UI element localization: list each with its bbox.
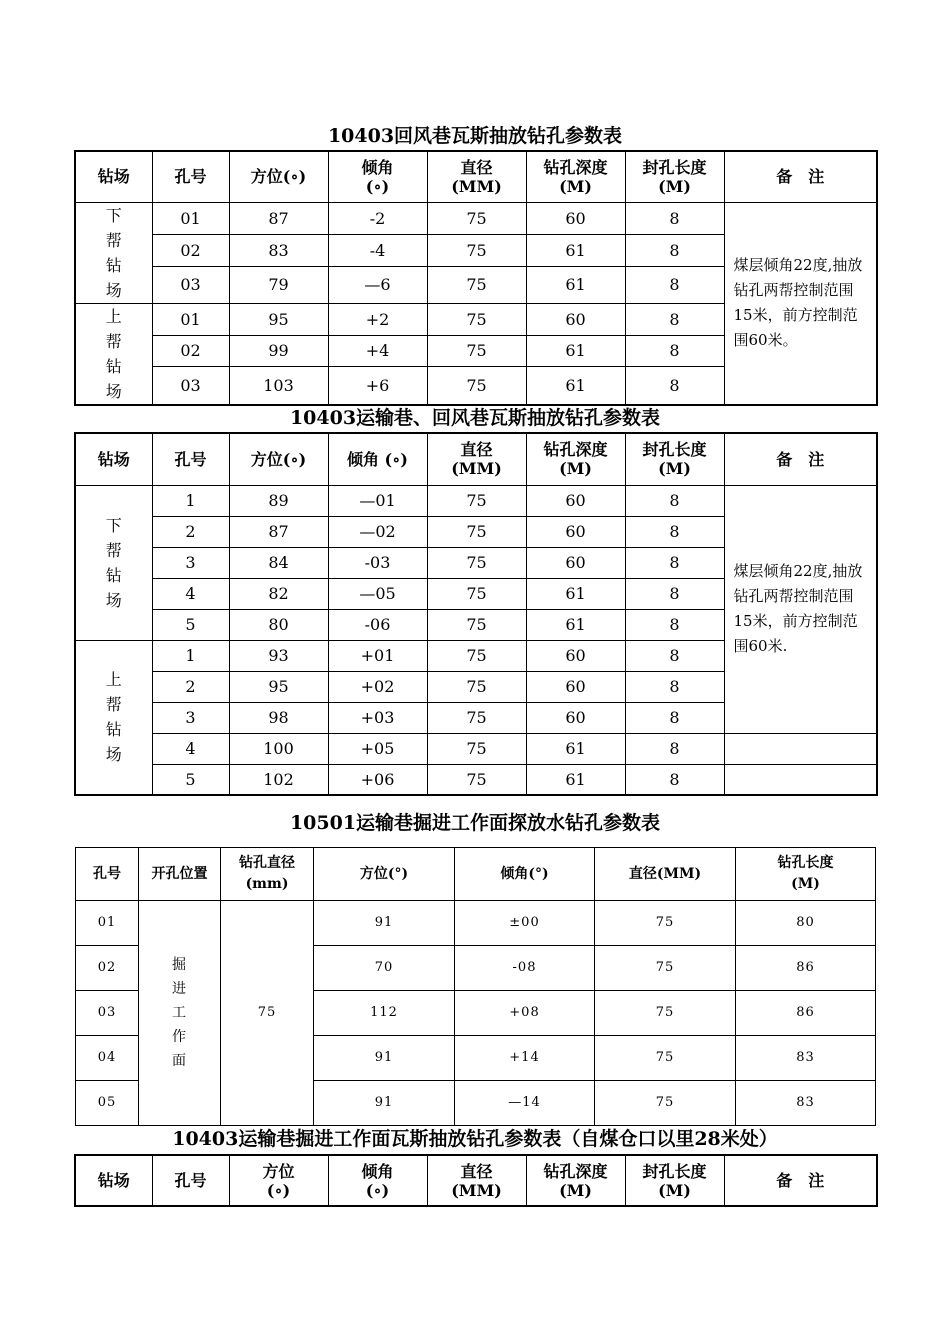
remarks-note: 煤层倾角22度,抽放钻孔两帮控制范围15米，前方控制范围60米。 (724, 202, 877, 405)
cell: 8 (625, 366, 724, 405)
group-label-upper: 上 帮 钻 场 (75, 303, 152, 405)
cell: 75 (427, 485, 526, 516)
cell: 5 (152, 764, 229, 795)
cell: 8 (625, 733, 724, 764)
cell: -4 (328, 234, 427, 266)
cell: 60 (526, 303, 625, 335)
cell: —14 (455, 1081, 595, 1126)
cell: 75 (427, 702, 526, 733)
cell: 8 (625, 202, 724, 234)
header-cell: 钻孔深度 (M) (526, 433, 625, 485)
cell: +03 (328, 702, 427, 733)
cell: 60 (526, 547, 625, 578)
gas-drainage-table-4 (74, 1154, 878, 1207)
header-cell: 孔号 (76, 848, 139, 901)
cell: +01 (328, 640, 427, 671)
cell: 60 (526, 485, 625, 516)
header-cell: 钻孔深度 (M) (526, 1155, 625, 1206)
header-cell: 倾角 (∘) (328, 151, 427, 202)
table3-title: 10501运输巷掘进工作面探放水钻孔参数表 (289, 812, 661, 834)
table-row (75, 764, 877, 795)
cell: 8 (625, 547, 724, 578)
cell: 100 (229, 733, 328, 764)
table2-title: 10403运输巷、回风巷瓦斯抽放钻孔参数表 (289, 407, 661, 429)
cell: 60 (526, 702, 625, 733)
cell: +05 (328, 733, 427, 764)
cell: 89 (229, 485, 328, 516)
group-label-lower: 下 帮 钻 场 (75, 485, 152, 640)
cell: 91 (314, 901, 455, 946)
header-cell: 方位(∘) (229, 151, 328, 202)
cell: 8 (625, 516, 724, 547)
cell: 03 (152, 266, 229, 303)
cell: 75 (427, 335, 526, 366)
cell: +08 (455, 991, 595, 1036)
remarks-note: 煤层倾角22度,抽放钻孔两帮控制范围15米，前方控制范围60米. (724, 485, 877, 733)
water-drainage-table (75, 847, 876, 1126)
cell: 75 (595, 946, 736, 991)
header-cell: 直径 (MM) (427, 151, 526, 202)
cell: +2 (328, 303, 427, 335)
header-cell: 备 注 (724, 433, 877, 485)
cell: -06 (328, 609, 427, 640)
cell: —01 (328, 485, 427, 516)
cell: 61 (526, 266, 625, 303)
cell: +4 (328, 335, 427, 366)
cell: 83 (736, 1036, 876, 1081)
cell: —05 (328, 578, 427, 609)
cell: 82 (229, 578, 328, 609)
cell: 75 (427, 671, 526, 702)
cell: 80 (229, 609, 328, 640)
cell: 61 (526, 733, 625, 764)
cell: 75 (427, 733, 526, 764)
cell: 8 (625, 640, 724, 671)
cell: 8 (625, 303, 724, 335)
cell: 8 (625, 609, 724, 640)
cell: -2 (328, 202, 427, 234)
cell: 91 (314, 1036, 455, 1081)
table4-title: 10403运输巷掘进工作面瓦斯抽放钻孔参数表（自煤仓口以里28米处） (172, 1128, 778, 1150)
cell: 103 (229, 366, 328, 405)
cell: 8 (625, 702, 724, 733)
gas-drainage-table-2 (74, 432, 878, 796)
table-row (76, 901, 876, 946)
cell: 8 (625, 578, 724, 609)
cell: 01 (152, 202, 229, 234)
cell: 61 (526, 335, 625, 366)
cell: 60 (526, 516, 625, 547)
cell: +06 (328, 764, 427, 795)
header-cell: 倾角(°) (455, 848, 595, 901)
table-row (75, 202, 877, 234)
group-label-upper: 上 帮 钻 场 (75, 640, 152, 795)
header-cell: 孔号 (152, 433, 229, 485)
table-row (75, 485, 877, 516)
cell: 75 (427, 764, 526, 795)
header-cell: 直径 (MM) (427, 433, 526, 485)
drill-diameter: 75 (221, 901, 314, 1126)
cell: 03 (76, 991, 139, 1036)
cell: -08 (455, 946, 595, 991)
cell: 04 (76, 1036, 139, 1081)
cell: 8 (625, 485, 724, 516)
opening-position: 掘 进 工 作 面 (139, 901, 221, 1126)
cell: 61 (526, 366, 625, 405)
cell: 86 (736, 991, 876, 1036)
cell: 75 (595, 901, 736, 946)
cell: 102 (229, 764, 328, 795)
header-cell: 开孔位置 (139, 848, 221, 901)
cell: 83 (736, 1081, 876, 1126)
cell: 60 (526, 202, 625, 234)
cell: 87 (229, 516, 328, 547)
cell: 87 (229, 202, 328, 234)
cell: 60 (526, 640, 625, 671)
cell: 61 (526, 609, 625, 640)
cell: 75 (427, 609, 526, 640)
cell: 84 (229, 547, 328, 578)
cell: 01 (152, 303, 229, 335)
cell: 61 (526, 764, 625, 795)
header-cell: 钻场 (75, 1155, 152, 1206)
header-cell: 方位(°) (314, 848, 455, 901)
cell: 75 (427, 640, 526, 671)
cell: 8 (625, 266, 724, 303)
cell: +02 (328, 671, 427, 702)
cell: 8 (625, 234, 724, 266)
empty-cell (724, 733, 877, 764)
cell: 02 (152, 234, 229, 266)
cell: 5 (152, 609, 229, 640)
header-cell: 钻孔长度 (M) (736, 848, 876, 901)
cell: —6 (328, 266, 427, 303)
table1-title: 10403回风巷瓦斯抽放钻孔参数表 (327, 125, 623, 147)
header-cell: 倾角 (∘) (328, 1155, 427, 1206)
cell: 75 (595, 991, 736, 1036)
header-cell: 直径(MM) (595, 848, 736, 901)
cell: 75 (427, 234, 526, 266)
group-label-lower: 下 帮 钻 场 (75, 202, 152, 303)
header-cell: 封孔长度 (M) (625, 1155, 724, 1206)
cell: —02 (328, 516, 427, 547)
cell: 4 (152, 578, 229, 609)
header-cell: 备 注 (724, 151, 877, 202)
cell: 93 (229, 640, 328, 671)
cell: 3 (152, 547, 229, 578)
cell: 8 (625, 335, 724, 366)
cell: 1 (152, 640, 229, 671)
cell: 95 (229, 671, 328, 702)
header-cell: 钻场 (75, 433, 152, 485)
cell: 75 (427, 202, 526, 234)
cell: 75 (595, 1081, 736, 1126)
header-cell: 倾角 (∘) (328, 433, 427, 485)
cell: 3 (152, 702, 229, 733)
cell: 8 (625, 764, 724, 795)
cell: 86 (736, 946, 876, 991)
cell: 112 (314, 991, 455, 1036)
cell: 1 (152, 485, 229, 516)
cell: -03 (328, 547, 427, 578)
cell: 2 (152, 516, 229, 547)
header-cell: 方位 (∘) (229, 1155, 328, 1206)
cell: 83 (229, 234, 328, 266)
cell: 75 (427, 578, 526, 609)
header-cell: 封孔长度 (M) (625, 151, 724, 202)
cell: 02 (152, 335, 229, 366)
cell: 79 (229, 266, 328, 303)
cell: 75 (427, 303, 526, 335)
header-cell: 封孔长度 (M) (625, 433, 724, 485)
cell: 60 (526, 671, 625, 702)
cell: 03 (152, 366, 229, 405)
cell: 75 (427, 266, 526, 303)
cell: 80 (736, 901, 876, 946)
header-cell: 钻孔深度 (M) (526, 151, 625, 202)
cell: 75 (427, 366, 526, 405)
table-row (75, 733, 877, 764)
cell: 02 (76, 946, 139, 991)
cell: ±00 (455, 901, 595, 946)
header-cell: 钻场 (75, 151, 152, 202)
cell: 70 (314, 946, 455, 991)
cell: 61 (526, 578, 625, 609)
header-cell: 备 注 (724, 1155, 877, 1206)
cell: 8 (625, 671, 724, 702)
cell: +14 (455, 1036, 595, 1081)
cell: +6 (328, 366, 427, 405)
cell: 05 (76, 1081, 139, 1126)
cell: 61 (526, 234, 625, 266)
header-cell: 方位(∘) (229, 433, 328, 485)
header-cell: 直径 (MM) (427, 1155, 526, 1206)
gas-drainage-table-1 (74, 150, 878, 406)
empty-cell (724, 764, 877, 795)
header-cell: 钻孔直径 (mm) (221, 848, 314, 901)
cell: 75 (427, 547, 526, 578)
cell: 01 (76, 901, 139, 946)
cell: 75 (595, 1036, 736, 1081)
cell: 2 (152, 671, 229, 702)
header-cell: 孔号 (152, 151, 229, 202)
cell: 75 (427, 516, 526, 547)
cell: 91 (314, 1081, 455, 1126)
header-cell: 孔号 (152, 1155, 229, 1206)
cell: 95 (229, 303, 328, 335)
cell: 98 (229, 702, 328, 733)
cell: 99 (229, 335, 328, 366)
cell: 4 (152, 733, 229, 764)
